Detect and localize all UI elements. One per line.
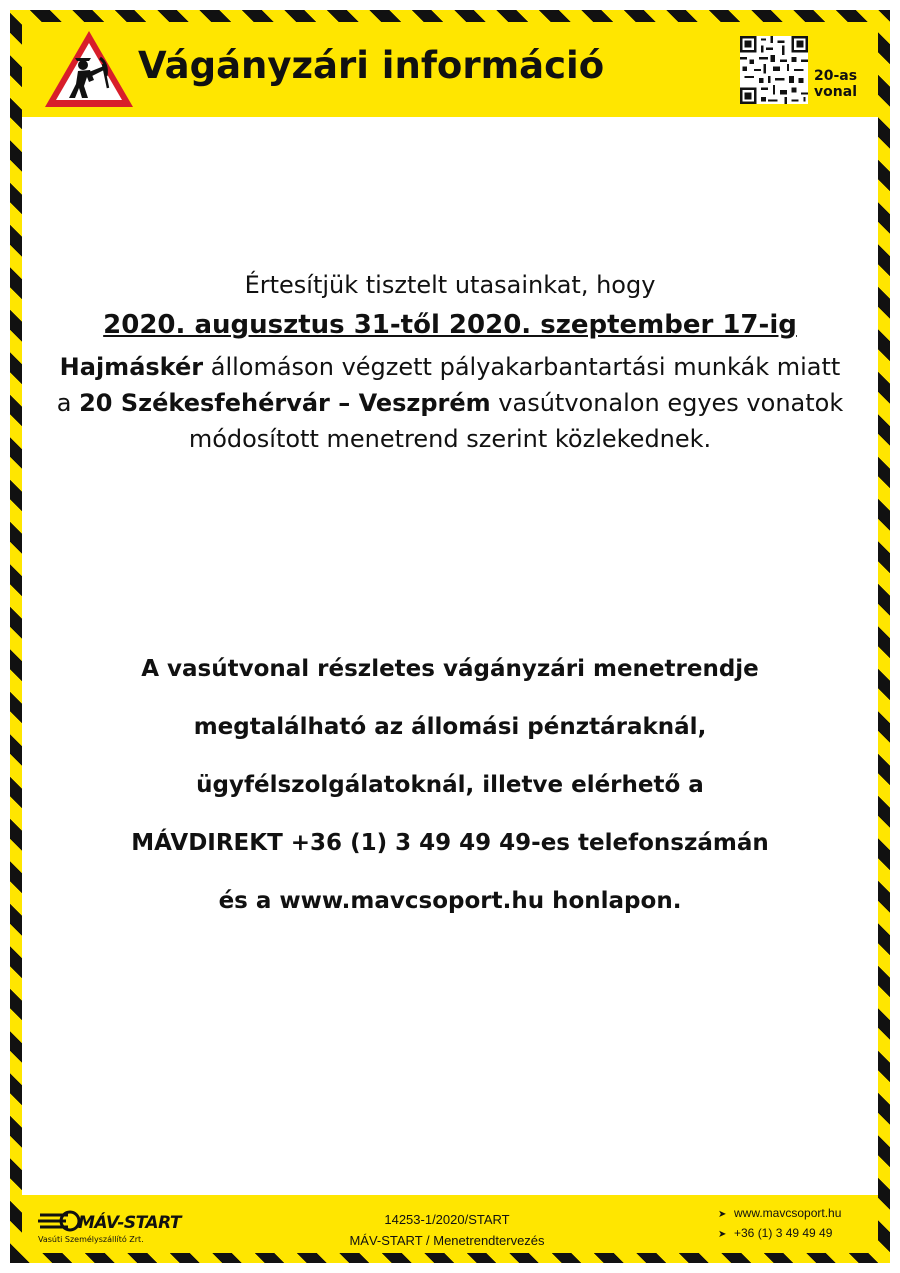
closure-dates: 2020. augusztus 31-től 2020. szeptember 17-ig — [103, 310, 797, 340]
header-band — [22, 22, 878, 117]
footer-band — [22, 1195, 878, 1253]
notice-line-2 — [22, 385, 878, 421]
logo-name: MÁV-START — [78, 1213, 181, 1233]
website-row[interactable] — [718, 1203, 878, 1223]
notice-content — [22, 117, 878, 1195]
notice-text-2-suffix: vasútvonalon egyes vonatok — [490, 389, 844, 417]
logo-subtitle: Vasúti Személyszállító Zrt. — [38, 1235, 144, 1244]
notice-body — [22, 349, 878, 457]
arrow-right-icon: ➤ — [718, 1209, 727, 1220]
info-line-3: ügyfélszolgálatoknál, illetve elérhető a — [196, 772, 704, 798]
timetable-info — [22, 647, 878, 937]
website-link[interactable]: www.mavcsoport.hu — [734, 1206, 842, 1220]
notice-text-2-prefix: a — [56, 389, 80, 417]
notice-line-3: módosított menetrend szerint közlekednek. — [188, 425, 712, 453]
phone-row[interactable] — [718, 1223, 878, 1243]
mav-start-logo — [38, 1209, 181, 1244]
department: MÁV-START / Menetrendtervezés — [349, 1233, 545, 1248]
notice-block — [22, 267, 878, 457]
info-line-1: A vasútvonal részletes vágányzári menetrendje — [141, 656, 759, 682]
railway-worker-warning-icon — [42, 28, 136, 110]
contact-info — [718, 1203, 878, 1243]
info-line-4: MÁVDIREKT +36 (1) 3 49 49 49-es telefonszámán — [131, 830, 769, 856]
info-line-5: és a www.mavcsoport.hu honlapon. — [218, 888, 682, 914]
route-name: 20 Székesfehérvár – Veszprém — [79, 389, 491, 417]
notice-intro: Értesítjük tisztelt utasainkat, hogy — [244, 271, 656, 299]
notice-line-1 — [22, 349, 878, 385]
qr-code[interactable] — [740, 36, 808, 104]
line-number: 20-as — [814, 68, 858, 84]
station-name: Hajmáskér — [59, 353, 204, 381]
arrow-right-icon: ➤ — [718, 1229, 727, 1240]
document-number: 14253-1/2020/START — [384, 1212, 510, 1227]
phone-number[interactable]: +36 (1) 3 49 49 49 — [734, 1226, 833, 1240]
info-line-2: megtalálható az állomási pénztáraknál, — [193, 714, 707, 740]
notice-text-1: állomáson végzett pályakarbantartási munkák miatt — [203, 353, 841, 381]
document-meta — [312, 1209, 582, 1251]
line-number-label — [814, 68, 857, 100]
line-word: vonal — [814, 84, 858, 100]
page-title: Vágányzári információ — [138, 44, 605, 87]
